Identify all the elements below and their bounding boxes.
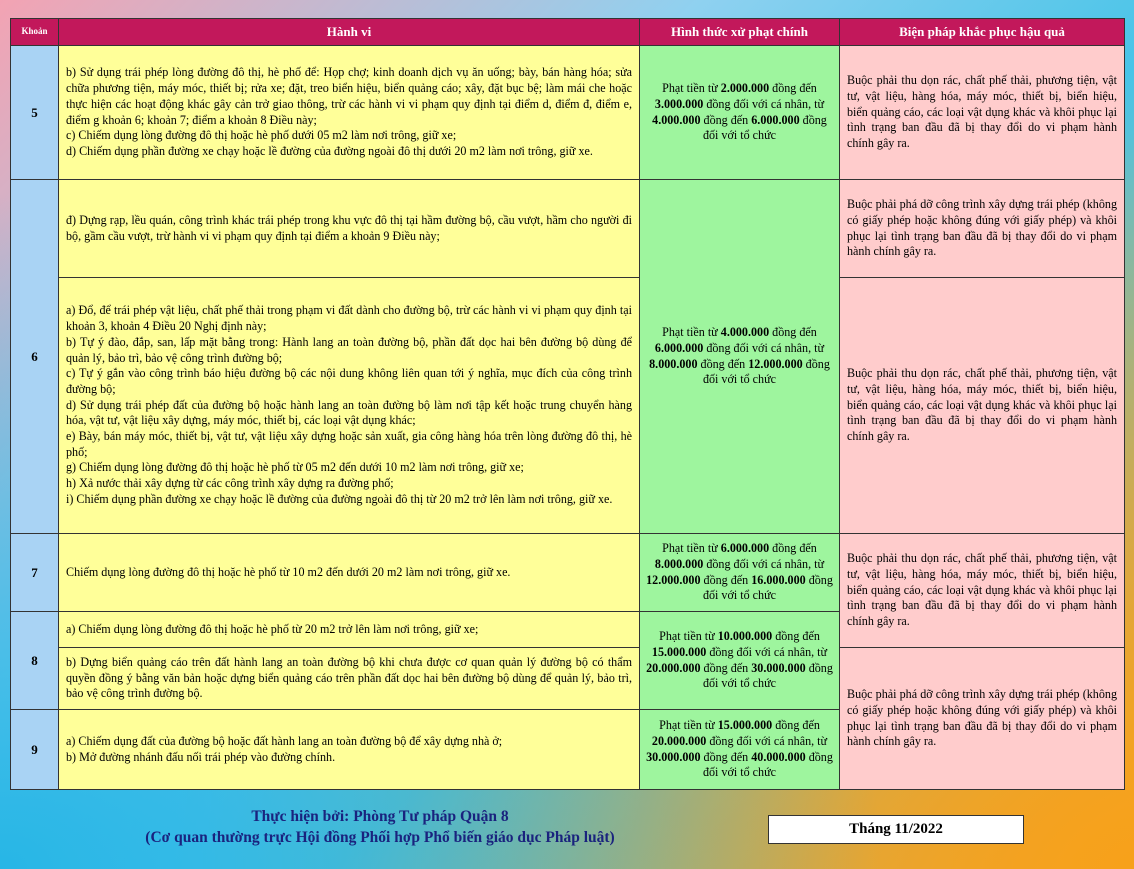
table-row-khoan-7: [11, 534, 1125, 612]
header-bien-phap: Biện pháp khắc phục hậu quả: [840, 19, 1125, 46]
hanh-vi-item: g) Chiếm dụng lòng đường đô thị hoặc hè phố từ 05 m2 đến dưới 10 m2 làm nơi trông, giữ xe;: [66, 460, 524, 475]
penalty-table: [10, 18, 1125, 790]
hanh-vi-item: h) Xả nước thải xây dựng từ các công trình xây dựng ra đường phố;: [66, 476, 394, 491]
hinh-thuc-cell: Phạt tiền từ 6.000.000 đồng đến 8.000.000 đồng đối với cá nhân, từ 12.000.000 đồng đến 16.000.000 đồng đối với tổ chức: [640, 534, 840, 612]
hinh-thuc-cell: Phạt tiền từ 15.000.000 đồng đến 20.000.000 đồng đối với cá nhân, từ 30.000.000 đồng đến 40.000.000 đồng đối với tổ chức: [640, 710, 840, 790]
fine-min-individual: 2.000.000: [720, 81, 770, 96]
hanh-vi-cell: b) Dựng biển quảng cáo trên đất hành lang an toàn đường bộ khi chưa được cơ quan quản lý đường bộ có thẩm quyền đồng ý bằng văn bản hoặc dựng biển quảng cáo trên phần đất dọc hai bên đường bộ dùng để quản lý, bảo trì, bảo vệ công trình đường bộ.: [59, 648, 640, 710]
hanh-vi-cell: Chiếm dụng lòng đường đô thị hoặc hè phố từ 10 m2 đến dưới 20 m2 làm nơi trông, giữ xe.: [59, 534, 640, 612]
fine-max-organization: 30.000.000: [751, 660, 806, 675]
hinh-thuc-cell: Phạt tiền từ 2.000.000 đồng đến 3.000.000 đồng đối với cá nhân, từ 4.000.000 đồng đến 6.000.000 đồng đối với tổ chức: [640, 46, 840, 180]
header-khoan: Khoản: [11, 19, 59, 46]
month-label: Tháng 11/2022: [768, 815, 1024, 844]
fine-max-individual: 6.000.000: [654, 340, 704, 355]
khoan-number: 6: [11, 180, 59, 534]
table-row-khoan-5: [11, 46, 1125, 180]
hanh-vi-item: c) Chiếm dụng lòng đường đô thị hoặc hè phố dưới 05 m2 làm nơi trông, giữ xe;: [66, 128, 457, 143]
fine-max-individual: 8.000.000: [654, 556, 704, 571]
hinh-thuc-cell: Phạt tiền từ 4.000.000 đồng đến 6.000.000 đồng đối với cá nhân, từ 8.000.000 đồng đến 12.000.000 đồng đối với tổ chức: [640, 180, 840, 534]
khoan-number: 7: [11, 534, 59, 612]
fine-min-individual: 15.000.000: [717, 718, 773, 733]
footer-line-2: (Cơ quan thường trực Hội đồng Phối hợp Phổ biến giáo dục Pháp luật): [145, 829, 615, 846]
hanh-vi-cell: a) Chiếm dụng lòng đường đô thị hoặc hè phố từ 20 m2 trở lên làm nơi trông, giữ xe;: [59, 612, 640, 648]
hanh-vi-item: b) Mở đường nhánh đấu nối trái phép vào đường chính.: [66, 749, 336, 764]
fine-max-organization: 6.000.000: [751, 112, 800, 127]
bien-phap-cell: Buộc phải thu dọn rác, chất phế thải, phương tiện, vật tư, vật liệu, hàng hóa, máy móc, thiết bị, biển hiệu, biển quảng cáo, các loại vật dụng khác và khôi phục lại tình trạng ban đầu đã bị thay đổi do vi phạm hành chính gây ra.: [840, 534, 1125, 648]
hanh-vi-cell: đ) Dựng rạp, lều quán, công trình khác trái phép trong khu vực đô thị tại hầm đường bộ, cầu vượt, hầm cho người đi bộ, gầm cầu vượt, trừ hành vi vi phạm quy định tại điểm a khoản 9 Điều này;: [59, 180, 640, 278]
table-row-khoan-6: [11, 180, 1125, 278]
bien-phap-cell: Buộc phải phá dỡ công trình xây dựng trái phép (không có giấy phép hoặc không đúng với giấy phép) và khôi phục lại tình trạng ban đầu đã bị thay đổi do vi phạm hành chính gây ra.: [840, 180, 1125, 278]
fine-min-organization: 20.000.000: [646, 660, 701, 675]
fine-max-individual: 20.000.000: [651, 733, 707, 748]
hanh-vi-item: d) Sử dụng trái phép đất của đường bộ hoặc hành lang an toàn đường bộ làm nơi tập kết hoặc trung chuyển hàng hóa, vật tư, vật liệu xây dựng, máy móc, thiết bị, các loại vật dụng khác;: [66, 397, 632, 428]
footer-credit: [60, 806, 700, 848]
fine-max-organization: 16.000.000: [751, 572, 806, 587]
khoan-number: 8: [11, 612, 59, 710]
header-hanh-vi: Hành vi: [59, 19, 640, 46]
footer-line-1: Thực hiện bởi: Phòng Tư pháp Quận 8: [251, 808, 509, 825]
fine-min-individual: 10.000.000: [717, 629, 773, 644]
bien-phap-cell: Buộc phải thu dọn rác, chất phế thải, phương tiện, vật tư, vật liệu, hàng hóa, máy móc, thiết bị, biển hiệu, biển quảng cáo, các loại vật dụng khác và khôi phục lại tình trạng ban đầu đã bị thay đổi do vi phạm hành chính gây ra.: [840, 278, 1125, 534]
hanh-vi-item: e) Bày, bán máy móc, thiết bị, vật tư, vật liệu xây dựng hoặc sản xuất, gia công hàng hóa trên lòng đường đô thị, hè phố;: [66, 429, 632, 459]
table-row-khoan-8-cont: [11, 648, 1125, 710]
fine-min-organization: 12.000.000: [646, 572, 701, 587]
hanh-vi-item: i) Chiếm dụng phần đường xe chạy hoặc lề đường của đường ngoài đô thị từ 20 m2 trở lên làm nơi trông, giữ xe.: [66, 491, 613, 506]
hanh-vi-item: b) Sử dụng trái phép lòng đường đô thị, hè phố để: Họp chợ; kinh doanh dịch vụ ăn uống; bày, bán hàng hóa; sửa chữa phương tiện, máy móc, thiết bị; rửa xe; đặt, treo biển hiệu, biển quảng cáo; xây, đặt bục bệ; làm mái che hoặc thực hiện các hoạt động khác gây cản trở giao thông, trừ các hành vi vi phạm quy định tại điểm d, điểm đ, điểm e, điểm g khoản 6; khoản 7; điểm a khoản 8 Điều này;: [66, 65, 632, 127]
hanh-vi-item: a) Chiếm dụng đất của đường bộ hoặc đất hành lang an toàn đường bộ để xây dựng nhà ở;: [66, 733, 503, 748]
hanh-vi-item: d) Chiếm dụng phần đường xe chạy hoặc lề đường của đường ngoài đô thị dưới 20 m2 làm nơi trông, giữ xe.: [66, 143, 593, 158]
hanh-vi-item: a) Đổ, để trái phép vật liệu, chất phế thải trong phạm vi đất dành cho đường bộ, trừ các hành vi vi phạm quy định tại khoản 3, khoản 4 Điều 20 Nghị định này;: [66, 303, 632, 334]
fine-max-organization: 40.000.000: [751, 749, 806, 764]
table-row-khoan-6-cont: [11, 278, 1125, 534]
table-header-row: [11, 19, 1125, 46]
hanh-vi-cell: [59, 46, 640, 180]
fine-min-individual: 6.000.000: [720, 541, 770, 556]
hinh-thuc-cell: Phạt tiền từ 10.000.000 đồng đến 15.000.000 đồng đối với cá nhân, từ 20.000.000 đồng đến 30.000.000 đồng đối với tổ chức: [640, 612, 840, 710]
fine-max-individual: 15.000.000: [651, 644, 707, 659]
fine-max-individual: 3.000.000: [654, 96, 704, 111]
fine-min-individual: 4.000.000: [720, 325, 770, 340]
khoan-number: 9: [11, 710, 59, 790]
hanh-vi-cell: [59, 278, 640, 534]
khoan-number: 5: [11, 46, 59, 180]
hanh-vi-item: c) Tự ý gắn vào công trình báo hiệu đường bộ các nội dung không liên quan tới ý nghĩa, mục đích của công trình đường bộ;: [66, 366, 632, 396]
bien-phap-cell: Buộc phải thu dọn rác, chất phế thải, phương tiện, vật tư, vật liệu, hàng hóa, máy móc, thiết bị, biển hiệu, biển quảng cáo, các loại vật dụng khác và khôi phục lại tình trạng ban đầu đã bị thay đổi do vi phạm hành chính gây ra.: [840, 46, 1125, 180]
fine-min-organization: 30.000.000: [646, 749, 701, 764]
fine-min-organization: 8.000.000: [649, 356, 698, 371]
hanh-vi-item: b) Tự ý đào, đắp, san, lấp mặt bằng trong: Hành lang an toàn đường bộ, phần đất dọc hai bên đường bộ dùng để quản lý, bảo trì, bảo vệ công trình đường bộ;: [66, 334, 632, 365]
fine-max-organization: 12.000.000: [748, 356, 803, 371]
fine-min-organization: 4.000.000: [652, 112, 701, 127]
header-hinh-thuc: Hình thức xử phạt chính: [640, 19, 840, 46]
bien-phap-cell: Buộc phải phá dỡ công trình xây dựng trái phép (không có giấy phép hoặc không đúng với giấy phép) và khôi phục lại tình trạng ban đầu đã bị thay đổi do vi phạm hành chính gây ra.: [840, 648, 1125, 790]
hanh-vi-cell: [59, 710, 640, 790]
